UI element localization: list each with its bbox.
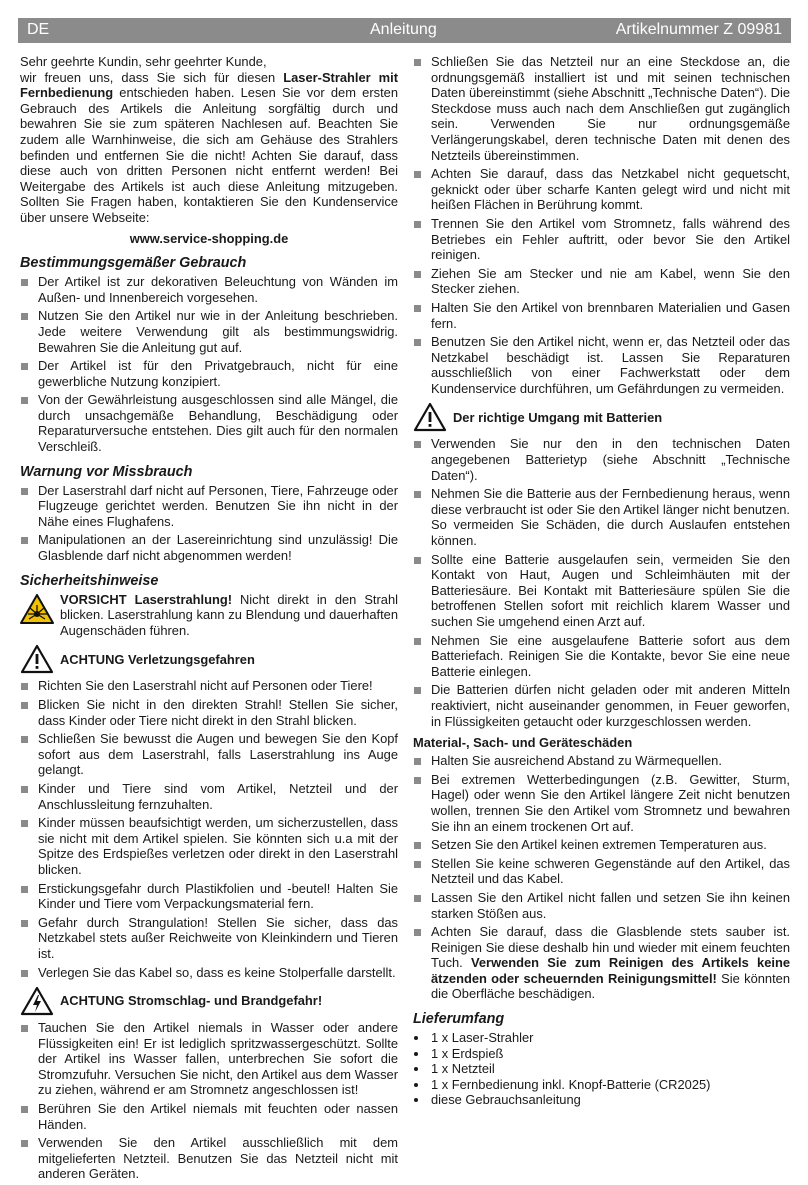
list-item: 1 x Laser-Strahler <box>413 1030 790 1046</box>
intro-paragraph: wir freuen uns, dass Sie sich für diesen Laser-Strahler mit Fernbedienung entschieden haben. Lesen Sie vor dem ersten Gebrauch des Artikels die Anleitung sorgfältig durch und bewahren Sie sie zum späteren Nachlesen auf. Beachten Sie zudem alle Warnhinweise, die sich am Gehäuse des Strahlers befinden und entfernen Sie die nicht! Achten Sie darauf, dass diese auch von dritten Personen nicht entfernt werden! Bei Weitergabe des Artikels ist auch diese Anleitung mitzugeben. Sollten Sie Fragen haben, kontaktieren Sie den Kundenservice über unsere Webseite: <box>20 69 398 225</box>
list-item: 1 x Fernbedienung inkl. Knopf-Batterie (CR2025) <box>413 1077 790 1093</box>
list-item: Der Artikel ist für den Privatgebrauch, nicht für eine gewerbliche Nutzung konzipiert. <box>20 358 398 389</box>
damage-list <box>413 753 790 1002</box>
list-item: Tauchen Sie den Artikel niemals in Wasser oder andere Flüssigkeiten ein! Er ist lediglich spritzwassergeschützt. Sollte der Artikel ins Wasser fallen, unterbrechen Sie sofort die Stromzufuhr. Versuchen Sie nicht, den Artikel aus dem Wasser zu ziehen, während er am Stromnetz angeschlossen ist! <box>20 1020 398 1098</box>
list-item: Achten Sie darauf, dass das Netzkabel nicht gequetscht, geknickt oder über scharfe Kanten gelegt wird und nicht mit heißen Flächen in Berührung kommt. <box>413 166 790 213</box>
laser-warning: VORSICHT Laserstrahlung! Nicht direkt in den Strahl blicken. Laserstrahlung kann zu Blendung und dauerhaften Augenschäden führen. <box>20 592 398 639</box>
list-item: Verwenden Sie nur den in den technischen Daten angegebenen Batterietyp (siehe Abschnitt „Technische Daten“). <box>413 436 790 483</box>
list-item: Sollte eine Batterie ausgelaufen sein, vermeiden Sie den Kontakt von Haut, Augen und Schleimhäuten mit der Batteriesäure. Bei Kontakt mit Batteriesäure spülen Sie die betroffenen Stellen sofort mit reichlich klarem Wasser und suchen Sie umgehend einen Arzt auf. <box>413 552 790 630</box>
misuse-list <box>20 483 398 564</box>
list-item: Verlegen Sie das Kabel so, dass es keine Stolperfalle darstellt. <box>20 965 398 981</box>
list-item: Der Laserstrahl darf nicht auf Personen, Tiere, Fahrzeuge oder Flugzeuge gerichtet werden. Benutzen Sie ihn nicht in der Nähe eines Flughafens. <box>20 483 398 530</box>
injury-warning-heading: ACHTUNG Verletzungsgefahren <box>20 644 398 674</box>
list-item: 1 x Erdspieß <box>413 1046 790 1062</box>
list-item: Setzen Sie den Artikel keinen extremen Temperaturen aus. <box>413 837 790 853</box>
language-code: DE <box>27 21 50 38</box>
list-item: diese Gebrauchsanleitung <box>413 1092 790 1108</box>
list-item: Manipulationen an der Lasereinrichtung sind unzulässig! Die Glasblende darf nicht abgenommen werden! <box>20 532 398 563</box>
usage-heading: Bestimmungsgemäßer Gebrauch <box>20 255 247 272</box>
shock-list <box>20 1020 398 1182</box>
list-item: Die Batterien dürfen nicht geladen oder mit anderen Mitteln reaktiviert, nicht auseinander genommen, in Feuer geworfen, in Flüssigkeiten getaucht oder kurzgeschlossen werden. <box>413 682 790 729</box>
warning-triangle-icon <box>20 644 54 674</box>
list-item: Halten Sie den Artikel von brennbaren Materialien und Gasen fern. <box>413 300 790 331</box>
list-item: Der Artikel ist zur dekorativen Beleuchtung von Wänden im Außen- und Innenbereich vorgesehen. <box>20 274 398 305</box>
list-item: Gefahr durch Strangulation! Stellen Sie sicher, dass das Netzkabel stets außer Reichweite von Kleinkindern und Tieren ist. <box>20 915 398 962</box>
laser-hazard-icon <box>20 594 54 624</box>
website-link[interactable]: www.service-shopping.de <box>129 230 289 246</box>
list-item: Kinder müssen beaufsichtigt werden, um sicherzustellen, dass sie nicht mit dem Artikel spielen. Sie könnten sich u.a mit der Spitze des Erdspießes verletzen oder direkt in den Laserstrahl blicken. <box>20 815 398 877</box>
injury-list <box>20 678 398 980</box>
battery-list <box>413 436 790 729</box>
list-item: Blicken Sie nicht in den direkten Strahl! Stellen Sie sicher, dass Kinder oder Tiere nicht direkt in den Strahl blicken. <box>20 697 398 728</box>
greeting: Sehr geehrte Kundin, sehr geehrter Kunde, <box>20 54 267 69</box>
list-item: Erstickungsgefahr durch Plastikfolien und -beutel! Halten Sie Kinder und Tiere vom Verpackungsmaterial fern. <box>20 881 398 912</box>
list-item: Trennen Sie den Artikel vom Stromnetz, falls während des Betriebes ein Fehler auftritt, oder bevor Sie den Artikel reinigen. <box>413 216 790 263</box>
header-title: Anleitung <box>370 21 437 38</box>
power-safety-list <box>413 54 790 396</box>
left-column <box>20 54 398 1185</box>
list-item: Richten Sie den Laserstrahl nicht auf Personen oder Tiere! <box>20 678 398 694</box>
list-item: Verwenden Sie den Artikel ausschließlich mit dem mitgelieferten Netzteil. Benutzen Sie das Netzteil nicht mit anderen Geräten. <box>20 1135 398 1182</box>
article-number: Artikelnummer Z 09981 <box>615 21 782 38</box>
list-item: Ziehen Sie am Stecker und nie am Kabel, wenn Sie den Stecker ziehen. <box>413 266 790 297</box>
list-item: Achten Sie darauf, dass die Glasblende stets sauber ist. Reinigen Sie diese deshalb hin und wieder mit einem feuchten Tuch. Verwenden Sie zum Reinigen des Artikels keine ätzenden oder scheuernden Reinigungsmittel! Sie könnten die Oberfläche beschädigen. <box>413 924 790 1002</box>
battery-warning-heading: Der richtige Umgang mit Batterien <box>413 402 790 432</box>
scope-list <box>413 1030 790 1108</box>
electric-shock-icon <box>20 986 54 1016</box>
list-item: Nutzen Sie den Artikel nur wie in der Anleitung beschrieben. Jede weitere Verwendung gilt als bestimmungswidrig. Bewahren Sie die Anleitung gut auf. <box>20 308 398 355</box>
right-column <box>413 54 790 1108</box>
list-item: Lassen Sie den Artikel nicht fallen und setzen Sie ihn keinen starken Stößen aus. <box>413 890 790 921</box>
list-item: Halten Sie ausreichend Abstand zu Wärmequellen. <box>413 753 790 769</box>
safety-heading: Sicherheitshinweise <box>20 572 159 589</box>
list-item: Kinder und Tiere sind vom Artikel, Netzteil und der Anschlussleitung fernzuhalten. <box>20 781 398 812</box>
list-item: Stellen Sie keine schweren Gegenstände auf den Artikel, das Netzteil und das Kabel. <box>413 856 790 887</box>
warning-triangle-icon <box>413 402 447 432</box>
damage-heading: Material-, Sach- und Geräteschäden <box>413 735 633 751</box>
misuse-heading: Warnung vor Missbrauch <box>20 463 193 480</box>
document-header <box>18 18 791 43</box>
scope-heading: Lieferumfang <box>413 1011 505 1028</box>
list-item: 1 x Netzteil <box>413 1061 790 1077</box>
list-item: Benutzen Sie den Artikel nicht, wenn er, das Netzteil oder das Netzkabel beschädigt ist. Lassen Sie Reparaturen ausschließlich von einer Fachwerkstatt oder dem Kundenservice durchführen, um Gefährdungen zu vermeiden. <box>413 334 790 396</box>
list-item: Nehmen Sie eine ausgelaufene Batterie sofort aus dem Batteriefach. Reinigen Sie die Kontakte, bevor Sie eine neue Batterie einlegen. <box>413 633 790 680</box>
list-item: Nehmen Sie die Batterie aus der Fernbedienung heraus, wenn diese verbraucht ist oder Sie den Artikel länger nicht benutzen. So vermeiden Sie Schäden, die durch Auslaufen entstehen können. <box>413 486 790 548</box>
list-item: Bei extremen Wetterbedingungen (z.B. Gewitter, Sturm, Hagel) oder wenn Sie den Artikel längere Zeit nicht benutzen wollen, trennen Sie den Artikel vom Stromnetz und bewahren Sie ihn an einem trockenen Ort auf. <box>413 772 790 834</box>
list-item: Schließen Sie bewusst die Augen und bewegen Sie den Kopf sofort aus dem Laserstrahl, falls Laserstrahlung ins Auge gelangt. <box>20 731 398 778</box>
list-item: Berühren Sie den Artikel niemals mit feuchten oder nassen Händen. <box>20 1101 398 1132</box>
list-item: Von der Gewährleistung ausgeschlossen sind alle Mängel, die durch unsachgemäße Behandlung, Beschädigung oder Reparaturversuche entstehen. Dies gilt auch für den normalen Verschleiß. <box>20 392 398 454</box>
shock-warning-heading: ACHTUNG Stromschlag- und Brandgefahr! <box>20 986 398 1016</box>
list-item: Schließen Sie das Netzteil nur an eine Steckdose an, die ordnungsgemäß installiert ist und mit seinen technischen Daten übereinstimmt (siehe Abschnitt „Technische Daten“). Die Steckdose muss auch nach dem Anschließen gut zugänglich sein. Verwenden Sie nur ordnungsgemäße Verlängerungskabel, deren technische Daten mit denen des Netzteils übereinstimmen. <box>413 54 790 163</box>
usage-list <box>20 274 398 455</box>
